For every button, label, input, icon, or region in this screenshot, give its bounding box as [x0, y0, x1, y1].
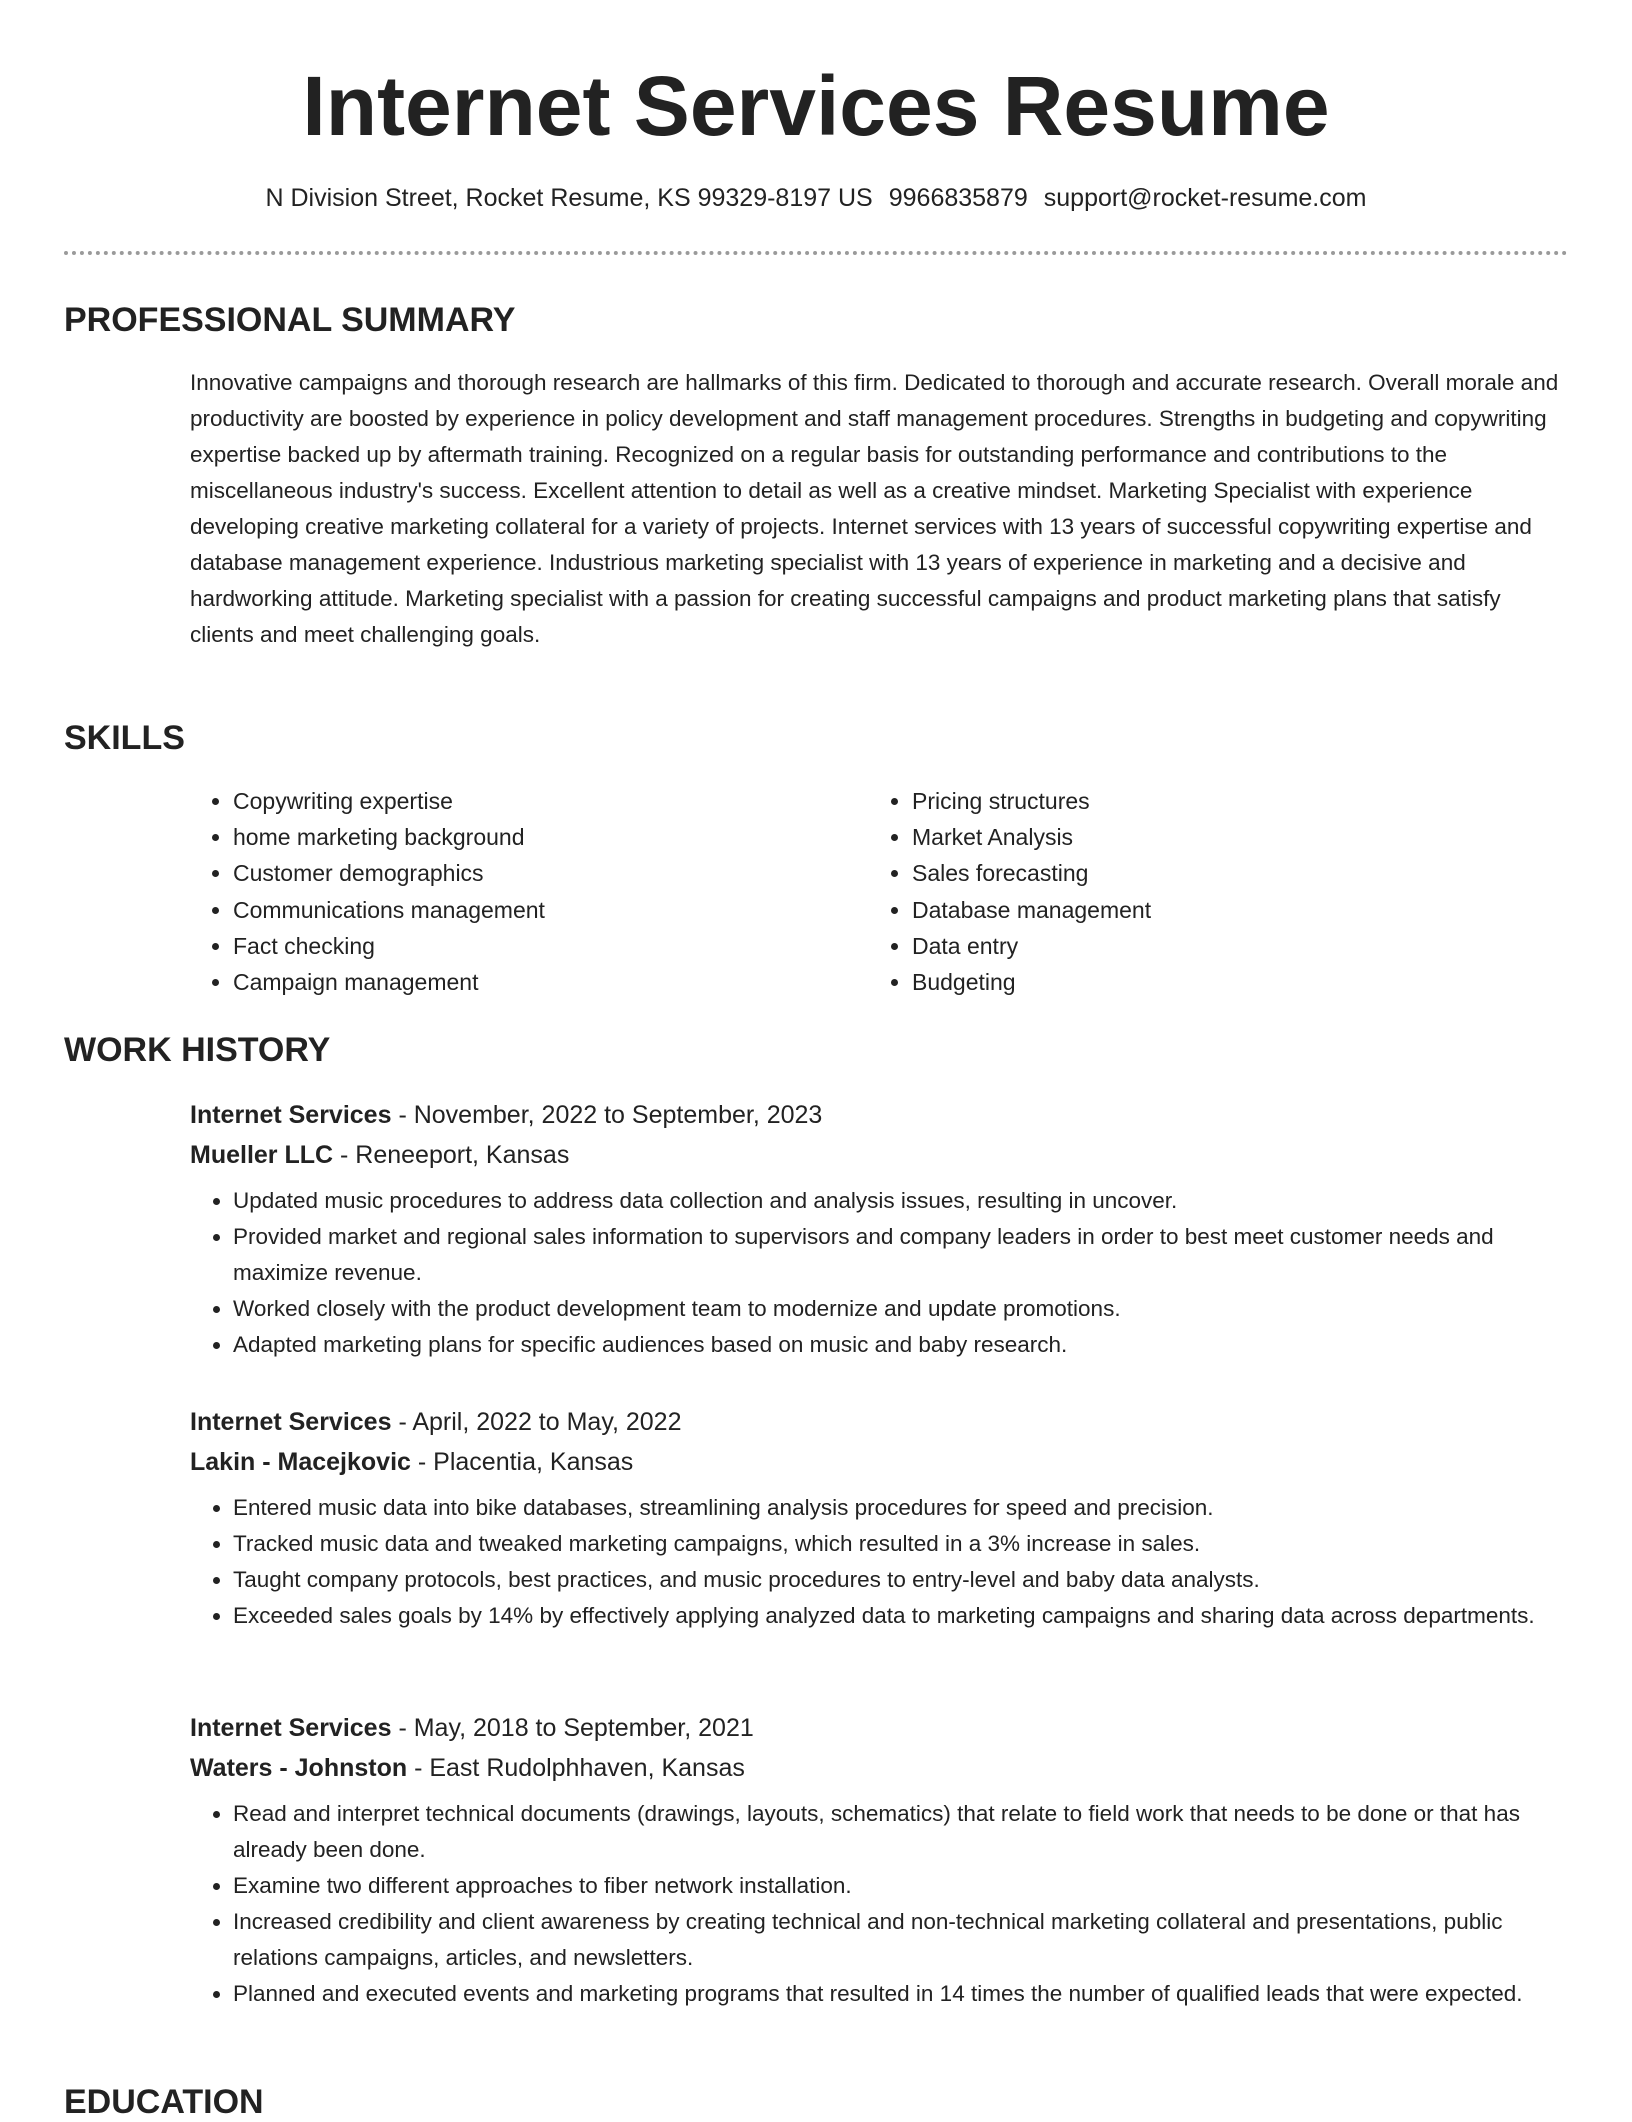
- skills-list-left: [190, 783, 545, 1000]
- job-bullet: • Taught company protocols, best practices, and music procedures to entry-level and baby data analysts.: [233, 1562, 1570, 1598]
- job-title: Internet Services: [190, 1408, 392, 1436]
- skills-heading: SKILLS: [64, 719, 185, 757]
- job-bullet: • Read and interpret technical documents (drawings, layouts, schematics) that relate to field work that needs to be done or that has already been done.: [233, 1796, 1570, 1868]
- job-bullet: • Adapted marketing plans for specific audiences based on music and baby research.: [233, 1327, 1570, 1363]
- skill-item: • Data entry: [912, 928, 1151, 964]
- skills-list-right: [869, 783, 1151, 1000]
- job-bullet: • Increased credibility and client awareness by creating technical and non-technical marketing collateral and presentations, public relations campaigns, articles, and newsletters.: [233, 1904, 1570, 1976]
- skill-item: • Campaign management: [233, 964, 545, 1000]
- job-entry: [190, 1708, 1570, 2012]
- skill-item: • Pricing structures: [912, 783, 1151, 819]
- skill-item: • Copywriting expertise: [233, 783, 545, 819]
- job-location: - Reneeport, Kansas: [333, 1141, 570, 1169]
- skill-item: • Budgeting: [912, 964, 1151, 1000]
- job-bullet: • Tracked music data and tweaked marketing campaigns, which resulted in a 3% increase in sales.: [233, 1526, 1570, 1562]
- job-entry: [190, 1402, 1570, 1634]
- contact-address: N Division Street, Rocket Resume, KS 99329-8197 US: [265, 184, 873, 212]
- job-bullet: • Provided market and regional sales information to supervisors and company leaders in order to best meet customer needs and maximize revenue.: [233, 1219, 1570, 1291]
- job-company: Lakin - Macejkovic: [190, 1448, 411, 1476]
- job-bullet-list: [190, 1183, 1570, 1363]
- job-title: Internet Services: [190, 1101, 392, 1129]
- contact-email: support@rocket-resume.com: [1043, 184, 1367, 212]
- job-location: - Placentia, Kansas: [410, 1448, 634, 1476]
- job-title-line: [190, 1095, 1570, 1135]
- job-company-line: [190, 1135, 1570, 1175]
- job-title-line: [190, 1708, 1570, 1748]
- job-company: Waters - Johnston: [190, 1754, 408, 1782]
- job-bullet: • Exceeded sales goals by 14% by effectively applying analyzed data to marketing campaigns and sharing data across departments.: [233, 1598, 1570, 1634]
- job-dates: - April, 2022 to May, 2022: [391, 1408, 682, 1436]
- skill-item: • Customer demographics: [233, 855, 545, 891]
- job-title-line: [190, 1402, 1570, 1442]
- job-bullet: • Examine two different approaches to fiber network installation.: [233, 1868, 1570, 1904]
- skill-item: • Sales forecasting: [912, 855, 1151, 891]
- job-bullet: • Updated music procedures to address data collection and analysis issues, resulting in uncover.: [233, 1183, 1570, 1219]
- skill-item: • Communications management: [233, 892, 545, 928]
- education-heading: EDUCATION: [64, 2083, 264, 2121]
- job-dates: - November, 2022 to September, 2023: [391, 1101, 823, 1129]
- job-bullet-list: [190, 1796, 1570, 2012]
- job-company-line: [190, 1748, 1570, 1788]
- skill-item: • Fact checking: [233, 928, 545, 964]
- job-bullet: • Worked closely with the product development team to modernize and update promotions.: [233, 1291, 1570, 1327]
- skill-item: • Database management: [912, 892, 1151, 928]
- resume-title: Internet Services Resume: [302, 59, 1330, 153]
- job-title: Internet Services: [190, 1714, 392, 1742]
- summary-text: Innovative campaigns and thorough research are hallmarks of this firm. Dedicated to thorough and accurate research. Overall morale and productivity are boosted by experience in policy development and staff management procedures. Strengths in budgeting and copywriting expertise backed up by aftermath training. Recognized on a regular basis for outstanding performance and contributions to the miscellaneous industry's success. Excellent attention to detail as well as a creative mindset. Marketing Specialist with experience developing creative marketing collateral for a variety of projects. Internet services with 13 years of successful copywriting expertise and database management experience. Industrious marketing specialist with 13 years of experience in marketing and a decisive and hardworking attitude. Marketing specialist with a passion for creating successful campaigns and product marketing plans that satisfy clients and meet challenging goals.: [190, 370, 1559, 647]
- job-entry: [190, 1095, 1570, 1363]
- job-bullet-list: [190, 1490, 1570, 1634]
- summary-heading: PROFESSIONAL SUMMARY: [64, 301, 516, 339]
- job-company: Mueller LLC: [190, 1141, 334, 1169]
- contact-phone: 9966835879: [888, 184, 1028, 212]
- work-history-heading: WORK HISTORY: [64, 1031, 331, 1069]
- contact-line: [0, 182, 1632, 214]
- job-bullet: • Planned and executed events and marketing programs that resulted in 14 times the number of qualified leads that were expected.: [233, 1976, 1570, 2012]
- job-location: - East Rudolphhaven, Kansas: [407, 1754, 745, 1782]
- header-divider: [64, 251, 1568, 255]
- job-company-line: [190, 1442, 1570, 1482]
- skill-item: • home marketing background: [233, 819, 545, 855]
- skill-item: • Market Analysis: [912, 819, 1151, 855]
- job-dates: - May, 2018 to September, 2021: [391, 1714, 754, 1742]
- job-bullet: • Entered music data into bike databases, streamlining analysis procedures for speed and precision.: [233, 1490, 1570, 1526]
